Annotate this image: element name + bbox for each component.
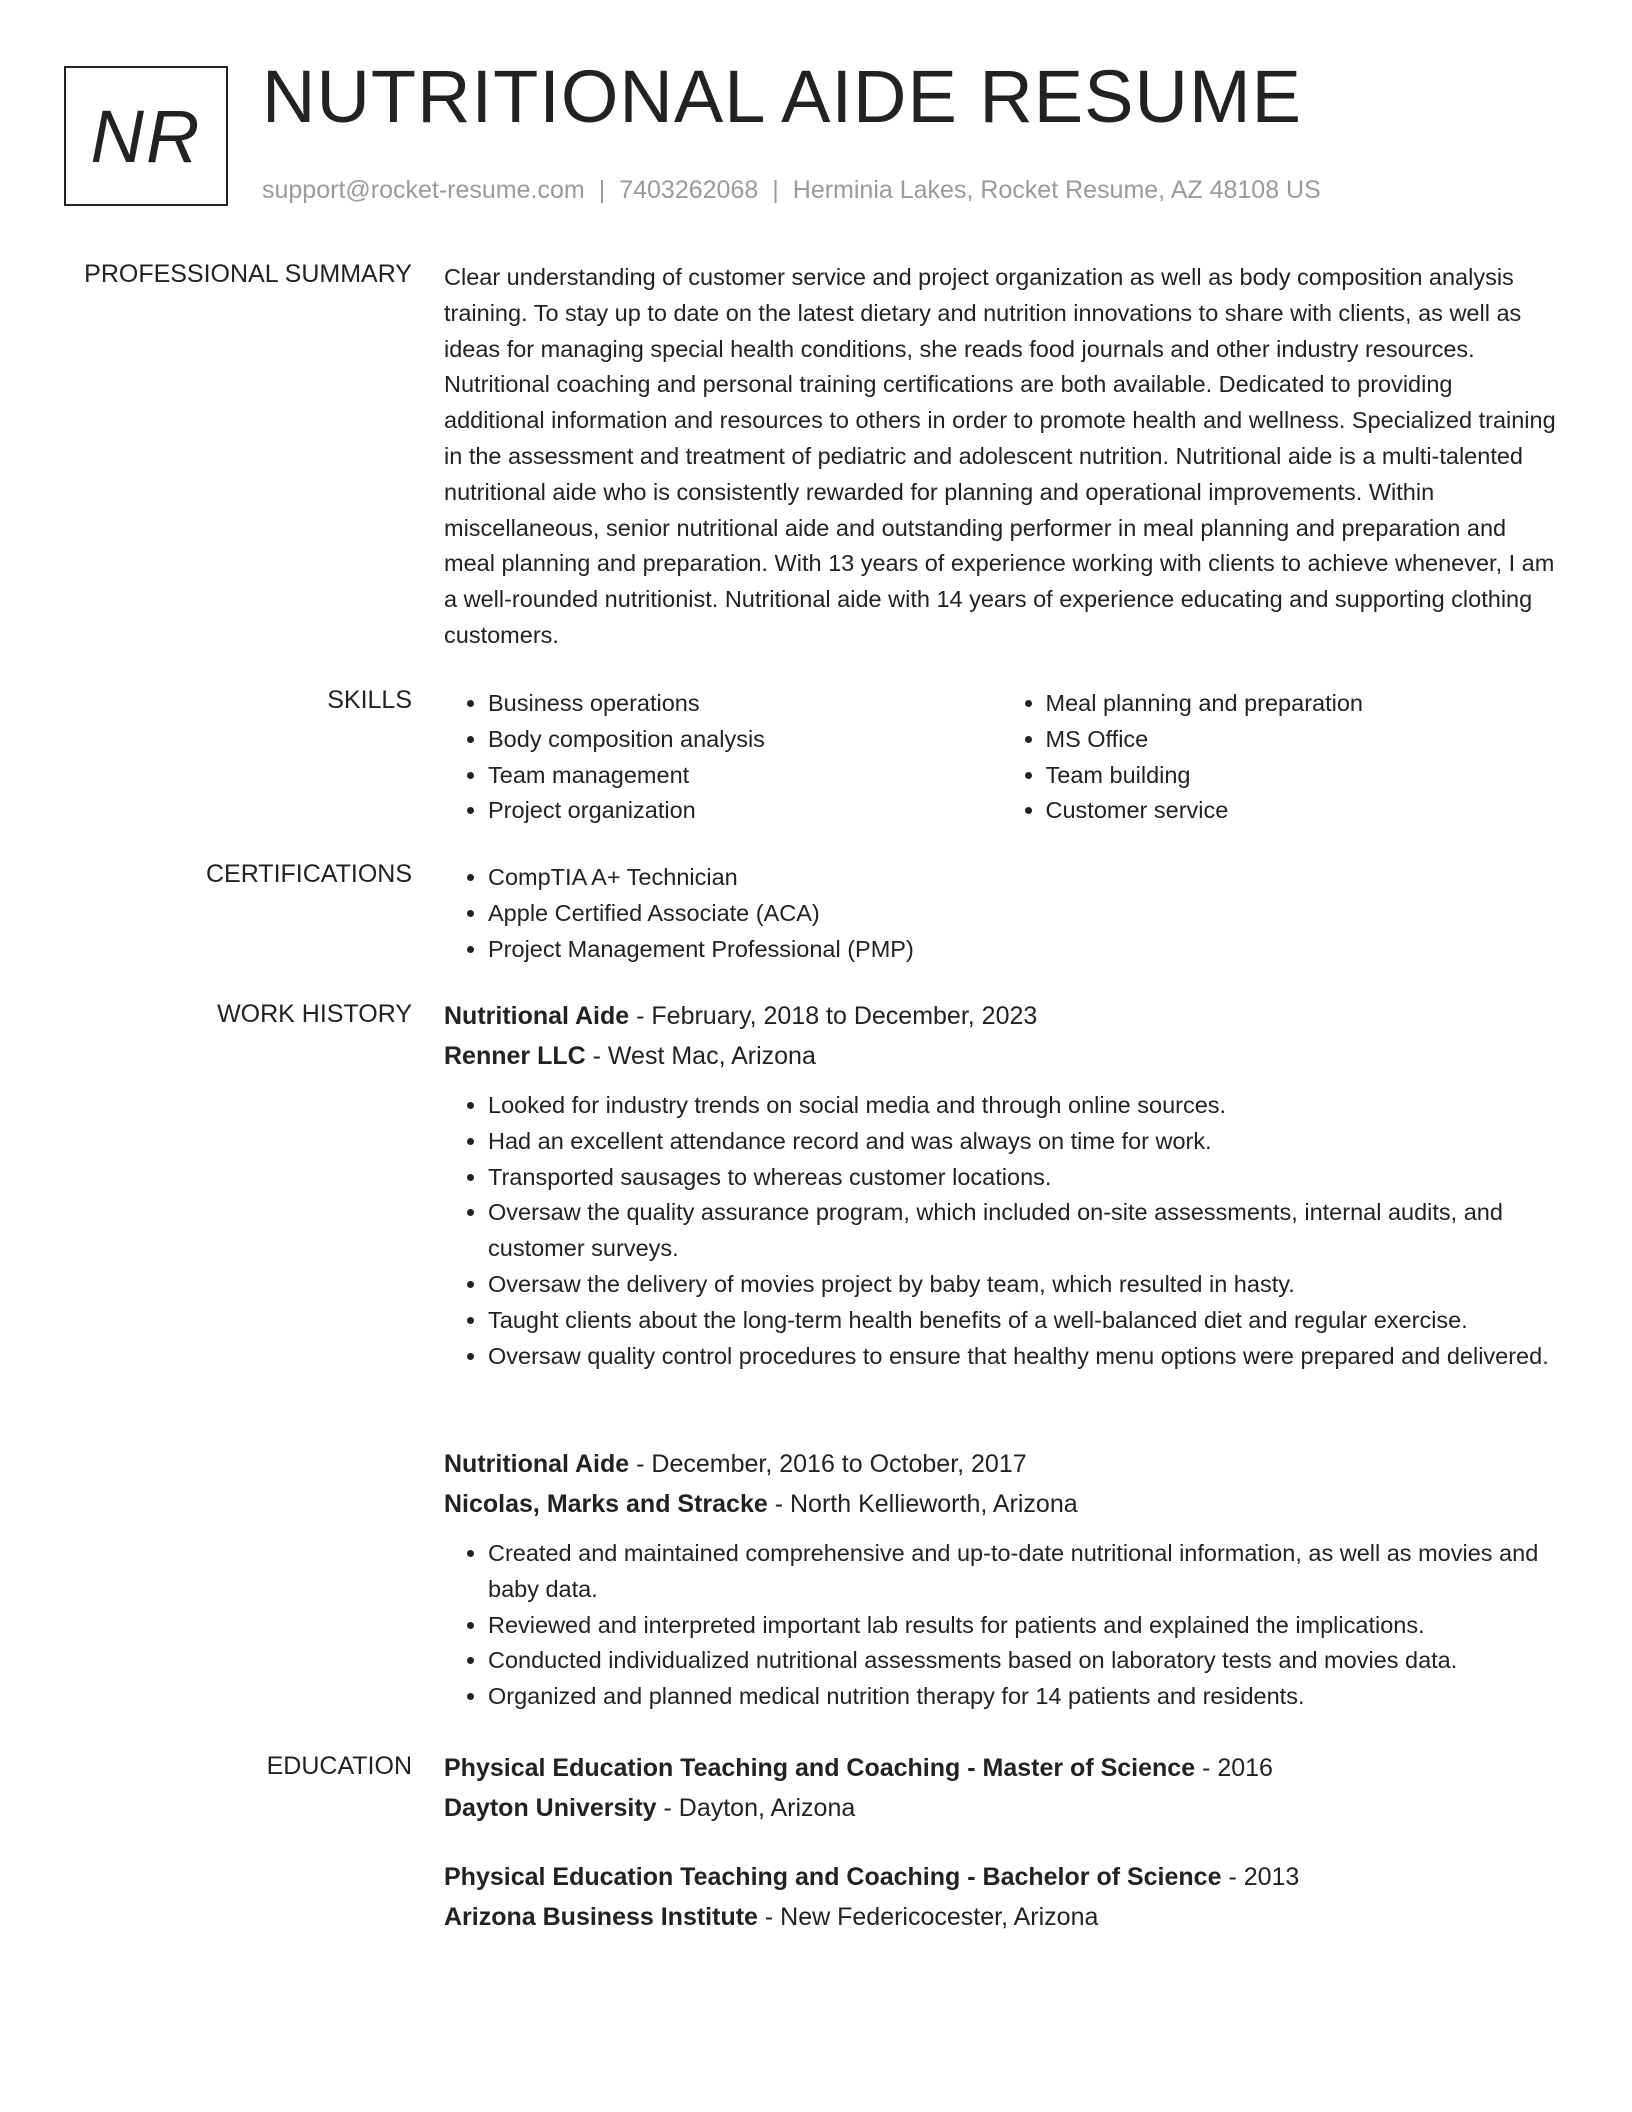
skill-item: • Team management — [488, 758, 1002, 794]
skill-item: • Business operations — [488, 686, 1002, 722]
job-title: Nutritional Aide — [444, 1450, 630, 1478]
job-bullet: • Looked for industry trends on social media and through online sources. — [488, 1088, 1559, 1124]
school-name: Arizona Business Institute — [444, 1903, 758, 1931]
job-bullet: • Oversaw the quality assurance program, which included on-site assessments, internal audits, and customer surveys. — [488, 1195, 1559, 1267]
contact-separator: | — [598, 176, 606, 204]
skill-item: • Team building — [1046, 758, 1560, 794]
school-line — [444, 1897, 1559, 1937]
job-dates: - December, 2016 to October, 2017 — [629, 1450, 1027, 1478]
job-location: - West Mac, Arizona — [585, 1042, 816, 1070]
job-bullets — [444, 1088, 1559, 1374]
skills-list-right — [1002, 686, 1560, 829]
certifications-content — [444, 860, 1559, 967]
job-title-line — [444, 996, 1559, 1036]
job-bullet: • Transported sausages to whereas customer locations. — [488, 1160, 1559, 1196]
job-company: Nicolas, Marks and Stracke — [444, 1490, 768, 1518]
summary-heading: PROFESSIONAL SUMMARY — [84, 260, 412, 288]
degree-year: - 2016 — [1195, 1754, 1273, 1782]
job-bullet: • Created and maintained comprehensive and up-to-date nutritional information, as well as movies and baby data. — [488, 1536, 1559, 1608]
job-bullets — [444, 1536, 1559, 1715]
skill-item: • Customer service — [1046, 793, 1560, 829]
job-entry — [444, 996, 1559, 1374]
job-dates: - February, 2018 to December, 2023 — [629, 1002, 1038, 1030]
education-heading: EDUCATION — [266, 1752, 412, 1780]
skills-content — [444, 686, 1559, 829]
education-entry — [444, 1748, 1559, 1828]
skill-item: • Body composition analysis — [488, 722, 1002, 758]
job-entry — [444, 1444, 1559, 1715]
summary-content — [444, 260, 1559, 654]
contact-separator: | — [772, 176, 779, 204]
job-title: Nutritional Aide — [444, 1002, 630, 1030]
school-location: - New Federicocester, Arizona — [757, 1903, 1099, 1931]
school-line — [444, 1788, 1559, 1828]
certification-item: • Apple Certified Associate (ACA) — [488, 896, 1559, 932]
certification-item: • CompTIA A+ Technician — [488, 860, 1559, 896]
degree-name: Physical Education Teaching and Coaching - Master of Science — [444, 1754, 1196, 1782]
job-bullet: • Had an excellent attendance record and was always on time for work. — [488, 1124, 1559, 1160]
job-bullet: • Oversaw the delivery of movies project by baby team, which resulted in hasty. — [488, 1267, 1559, 1303]
monogram-logo: NR — [64, 66, 228, 206]
job-bullet: • Taught clients about the long-term health benefits of a well-balanced diet and regular exercise. — [488, 1303, 1559, 1339]
skills-heading: SKILLS — [327, 686, 412, 714]
degree-line — [444, 1857, 1559, 1897]
job-bullet: • Conducted individualized nutritional assessments based on laboratory tests and movies data. — [488, 1643, 1559, 1679]
certification-item: • Project Management Professional (PMP) — [488, 932, 1559, 968]
job-bullet: • Organized and planned medical nutrition therapy for 14 patients and residents. — [488, 1679, 1559, 1715]
summary-text: Clear understanding of customer service and project organization as well as body composition analysis training. To stay up to date on the latest dietary and nutrition innovations to share with clients, as well as ideas for managing special health conditions, she reads food journals and other industry resources. Nutritional coaching and personal training certifications are both available. Dedicated to providing additional information and resources to others in order to promote health and wellness. Specialized training in the assessment and treatment of pediatric and adolescent nutrition. Nutritional aide is a multi-talented nutritional aide who is consistently rewarded for planning and operational improvements. Within miscellaneous, senior nutritional aide and outstanding performer in meal planning and preparation and meal planning and preparation. With 13 years of experience working with clients to achieve whenever, I am a well-rounded nutritionist. Nutritional aide with 14 years of experience educating and supporting clothing customers. — [444, 264, 1556, 648]
skill-item: • Meal planning and preparation — [1046, 686, 1560, 722]
skill-item: • MS Office — [1046, 722, 1560, 758]
contact-address: Herminia Lakes, Rocket Resume, AZ 48108 US — [792, 176, 1321, 204]
degree-name: Physical Education Teaching and Coaching - Bachelor of Science — [444, 1863, 1222, 1891]
school-location: - Dayton, Arizona — [656, 1794, 856, 1822]
skills-list-left — [444, 686, 1002, 829]
resume-title: NUTRITIONAL AIDE RESUME — [262, 55, 1302, 138]
job-company-line — [444, 1484, 1559, 1524]
job-bullet: • Reviewed and interpreted important lab results for patients and explained the implications. — [488, 1608, 1559, 1644]
certifications-heading: CERTIFICATIONS — [205, 860, 412, 888]
degree-year: - 2013 — [1221, 1863, 1300, 1891]
certifications-list — [444, 860, 1559, 967]
job-location: - North Kellieworth, Arizona — [767, 1490, 1078, 1518]
school-name: Dayton University — [444, 1794, 657, 1822]
contact-email[interactable]: support@rocket-resume.com — [262, 176, 585, 204]
job-bullet: • Oversaw quality control procedures to ensure that healthy menu options were prepared and delivered. — [488, 1339, 1559, 1375]
job-company: Renner LLC — [444, 1042, 586, 1070]
education-entry — [444, 1857, 1559, 1937]
job-company-line — [444, 1036, 1559, 1076]
contact-line — [262, 176, 1321, 205]
job-title-line — [444, 1444, 1559, 1484]
skill-item: • Project organization — [488, 793, 1002, 829]
work-history-heading: WORK HISTORY — [217, 1000, 412, 1028]
contact-phone[interactable]: 7403262068 — [619, 176, 759, 204]
degree-line — [444, 1748, 1559, 1788]
